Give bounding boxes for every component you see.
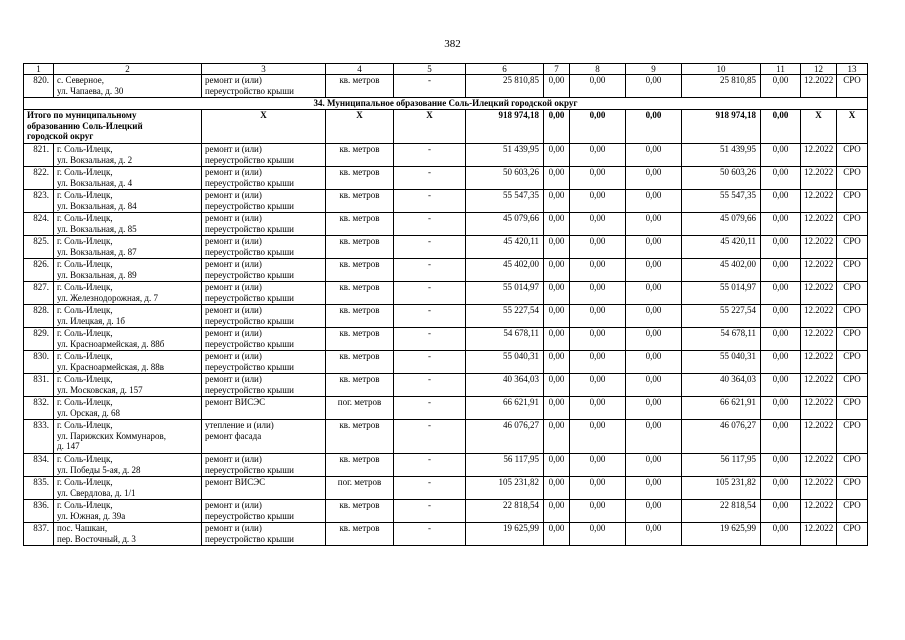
work-type-cell: ремонт и (или) переустройство крыши xyxy=(202,75,326,98)
deadline-cell: 12.2022 xyxy=(801,190,837,213)
value-cell: 0,00 xyxy=(544,305,570,328)
value-cell: 50 603,26 xyxy=(682,167,761,190)
unit-cell: кв. метров xyxy=(326,167,394,190)
quantity-cell: - xyxy=(394,500,466,523)
row-number-cell: 825. xyxy=(24,236,54,259)
deadline-cell: 12.2022 xyxy=(801,75,837,98)
source-cell: СРО xyxy=(837,75,868,98)
value-cell: 0,00 xyxy=(761,477,801,500)
value-cell: 55 227,54 xyxy=(682,305,761,328)
value-cell: 0,00 xyxy=(544,282,570,305)
value-cell: 0,00 xyxy=(761,190,801,213)
value-cell: 0,00 xyxy=(626,259,682,282)
work-type-cell: ремонт и (или) переустройство крыши xyxy=(202,305,326,328)
source-cell: СРО xyxy=(837,397,868,420)
value-cell: 105 231,82 xyxy=(682,477,761,500)
deadline-cell: 12.2022 xyxy=(801,282,837,305)
value-cell: 0,00 xyxy=(544,500,570,523)
source-cell: СРО xyxy=(837,167,868,190)
work-type-cell: ремонт и (или) переустройство крыши xyxy=(202,213,326,236)
value-cell: 0,00 xyxy=(761,500,801,523)
row-number-cell: 820. xyxy=(24,75,54,98)
subtotal-cell: X xyxy=(202,110,326,144)
source-cell: СРО xyxy=(837,259,868,282)
column-number-cell: 2 xyxy=(54,64,202,75)
value-cell: 55 040,31 xyxy=(682,351,761,374)
source-cell: СРО xyxy=(837,282,868,305)
total-cost-cell: 55 040,31 xyxy=(466,351,544,374)
subtotal-cell: X xyxy=(801,110,837,144)
subtotal-cell: X xyxy=(326,110,394,144)
address-cell: г. Соль-Илецк, ул. Орская, д. 68 xyxy=(54,397,202,420)
value-cell: 0,00 xyxy=(626,144,682,167)
value-cell: 0,00 xyxy=(626,500,682,523)
value-cell: 0,00 xyxy=(570,259,626,282)
table-row xyxy=(24,328,868,351)
value-cell: 0,00 xyxy=(761,282,801,305)
value-cell: 45 420,11 xyxy=(682,236,761,259)
deadline-cell: 12.2022 xyxy=(801,351,837,374)
row-number-cell: 823. xyxy=(24,190,54,213)
value-cell: 0,00 xyxy=(626,75,682,98)
total-cost-cell: 55 547,35 xyxy=(466,190,544,213)
work-type-cell: ремонт и (или) переустройство крыши xyxy=(202,167,326,190)
column-number-cell: 4 xyxy=(326,64,394,75)
source-cell: СРО xyxy=(837,420,868,454)
value-cell: 0,00 xyxy=(626,328,682,351)
source-cell: СРО xyxy=(837,236,868,259)
value-cell: 0,00 xyxy=(761,213,801,236)
address-cell: г. Соль-Илецк, ул. Красноармейская, д. 88б xyxy=(54,328,202,351)
deadline-cell: 12.2022 xyxy=(801,144,837,167)
total-cost-cell: 55 014,97 xyxy=(466,282,544,305)
value-cell: 0,00 xyxy=(544,351,570,374)
total-cost-cell: 25 810,85 xyxy=(466,75,544,98)
address-cell: г. Соль-Илецк, ул. Вокзальная, д. 2 xyxy=(54,144,202,167)
value-cell: 0,00 xyxy=(626,190,682,213)
table-row xyxy=(24,351,868,374)
work-type-cell: ремонт ВИСЭС xyxy=(202,397,326,420)
value-cell: 0,00 xyxy=(761,328,801,351)
address-cell: г. Соль-Илецк, ул. Парижских Коммунаров, д. 147 xyxy=(54,420,202,454)
column-number-cell: 6 xyxy=(466,64,544,75)
value-cell: 0,00 xyxy=(544,75,570,98)
unit-cell: кв. метров xyxy=(326,259,394,282)
value-cell: 46 076,27 xyxy=(682,420,761,454)
value-cell: 0,00 xyxy=(544,374,570,397)
column-number-cell: 9 xyxy=(626,64,682,75)
value-cell: 0,00 xyxy=(570,454,626,477)
value-cell: 22 818,54 xyxy=(682,500,761,523)
row-number-cell: 833. xyxy=(24,420,54,454)
value-cell: 0,00 xyxy=(544,454,570,477)
value-cell: 0,00 xyxy=(761,523,801,546)
unit-cell: кв. метров xyxy=(326,500,394,523)
unit-cell: кв. метров xyxy=(326,328,394,351)
deadline-cell: 12.2022 xyxy=(801,328,837,351)
unit-cell: кв. метров xyxy=(326,420,394,454)
quantity-cell: - xyxy=(394,397,466,420)
deadline-cell: 12.2022 xyxy=(801,523,837,546)
value-cell: 0,00 xyxy=(570,282,626,305)
unit-cell: кв. метров xyxy=(326,305,394,328)
value-cell: 0,00 xyxy=(570,420,626,454)
deadline-cell: 12.2022 xyxy=(801,374,837,397)
quantity-cell: - xyxy=(394,144,466,167)
address-cell: г. Соль-Илецк, ул. Вокзальная, д. 89 xyxy=(54,259,202,282)
unit-cell: кв. метров xyxy=(326,282,394,305)
column-number-cell: 7 xyxy=(544,64,570,75)
table-row xyxy=(24,420,868,454)
subtotal-cell: 0,00 xyxy=(626,110,682,144)
value-cell: 0,00 xyxy=(544,144,570,167)
value-cell: 0,00 xyxy=(570,190,626,213)
value-cell: 56 117,95 xyxy=(682,454,761,477)
table-row xyxy=(24,190,868,213)
quantity-cell: - xyxy=(394,305,466,328)
subtotal-cell: X xyxy=(394,110,466,144)
value-cell: 51 439,95 xyxy=(682,144,761,167)
value-cell: 0,00 xyxy=(544,328,570,351)
value-cell: 0,00 xyxy=(570,351,626,374)
deadline-cell: 12.2022 xyxy=(801,213,837,236)
value-cell: 25 810,85 xyxy=(682,75,761,98)
unit-cell: кв. метров xyxy=(326,144,394,167)
subtotal-label: Итого по муниципальному образованию Соль-Илецкий городской округ xyxy=(24,110,202,144)
total-cost-cell: 46 076,27 xyxy=(466,420,544,454)
unit-cell: кв. метров xyxy=(326,190,394,213)
value-cell: 40 364,03 xyxy=(682,374,761,397)
value-cell: 55 014,97 xyxy=(682,282,761,305)
deadline-cell: 12.2022 xyxy=(801,454,837,477)
column-number-cell: 5 xyxy=(394,64,466,75)
deadline-cell: 12.2022 xyxy=(801,259,837,282)
value-cell: 0,00 xyxy=(761,167,801,190)
work-type-cell: ремонт и (или) переустройство крыши xyxy=(202,236,326,259)
work-type-cell: утепление и (или) ремонт фасада xyxy=(202,420,326,454)
column-number-cell: 8 xyxy=(570,64,626,75)
page-number: 382 xyxy=(444,38,461,50)
source-cell: СРО xyxy=(837,374,868,397)
subtotal-cell: 0,00 xyxy=(761,110,801,144)
total-cost-cell: 22 818,54 xyxy=(466,500,544,523)
value-cell: 0,00 xyxy=(626,305,682,328)
value-cell: 0,00 xyxy=(570,500,626,523)
address-cell: г. Соль-Илецк, ул. Вокзальная, д. 84 xyxy=(54,190,202,213)
source-cell: СРО xyxy=(837,213,868,236)
value-cell: 0,00 xyxy=(544,477,570,500)
deadline-cell: 12.2022 xyxy=(801,477,837,500)
value-cell: 19 625,99 xyxy=(682,523,761,546)
value-cell: 0,00 xyxy=(626,351,682,374)
row-number-cell: 822. xyxy=(24,167,54,190)
quantity-cell: - xyxy=(394,523,466,546)
value-cell: 0,00 xyxy=(544,190,570,213)
address-cell: г. Соль-Илецк, ул. Вокзальная, д. 87 xyxy=(54,236,202,259)
row-number-cell: 830. xyxy=(24,351,54,374)
value-cell: 0,00 xyxy=(570,305,626,328)
value-cell: 55 547,35 xyxy=(682,190,761,213)
row-number-cell: 835. xyxy=(24,477,54,500)
value-cell: 0,00 xyxy=(761,144,801,167)
value-cell: 0,00 xyxy=(761,259,801,282)
source-cell: СРО xyxy=(837,500,868,523)
value-cell: 0,00 xyxy=(570,213,626,236)
deadline-cell: 12.2022 xyxy=(801,397,837,420)
total-cost-cell: 19 625,99 xyxy=(466,523,544,546)
value-cell: 0,00 xyxy=(761,351,801,374)
deadline-cell: 12.2022 xyxy=(801,236,837,259)
work-type-cell: ремонт и (или) переустройство крыши xyxy=(202,282,326,305)
address-cell: г. Соль-Илецк, ул. Вокзальная, д. 4 xyxy=(54,167,202,190)
value-cell: 0,00 xyxy=(570,523,626,546)
table-row xyxy=(24,167,868,190)
value-cell: 0,00 xyxy=(626,523,682,546)
column-number-cell: 13 xyxy=(837,64,868,75)
source-cell: СРО xyxy=(837,454,868,477)
subtotal-cell: 918 974,18 xyxy=(682,110,761,144)
row-number-cell: 832. xyxy=(24,397,54,420)
table-row xyxy=(24,305,868,328)
value-cell: 0,00 xyxy=(544,523,570,546)
unit-cell: кв. метров xyxy=(326,75,394,98)
value-cell: 0,00 xyxy=(570,167,626,190)
work-type-cell: ремонт ВИСЭС xyxy=(202,477,326,500)
table-row xyxy=(24,500,868,523)
column-number-cell: 10 xyxy=(682,64,761,75)
quantity-cell: - xyxy=(394,282,466,305)
table-row xyxy=(24,213,868,236)
source-cell: СРО xyxy=(837,523,868,546)
unit-cell: кв. метров xyxy=(326,523,394,546)
value-cell: 0,00 xyxy=(761,420,801,454)
value-cell: 0,00 xyxy=(626,454,682,477)
address-cell: г. Соль-Илецк, ул. Красноармейская, д. 88в xyxy=(54,351,202,374)
value-cell: 0,00 xyxy=(761,305,801,328)
source-cell: СРО xyxy=(837,328,868,351)
deadline-cell: 12.2022 xyxy=(801,305,837,328)
address-cell: г. Соль-Илецк, ул. Вокзальная, д. 85 xyxy=(54,213,202,236)
total-cost-cell: 54 678,11 xyxy=(466,328,544,351)
total-cost-cell: 56 117,95 xyxy=(466,454,544,477)
address-cell: с. Северное, ул. Чапаева, д. 30 xyxy=(54,75,202,98)
work-type-cell: ремонт и (или) переустройство крыши xyxy=(202,190,326,213)
table-row xyxy=(24,144,868,167)
source-cell: СРО xyxy=(837,477,868,500)
subtotal-row xyxy=(24,110,868,144)
table-row xyxy=(24,397,868,420)
row-number-cell: 836. xyxy=(24,500,54,523)
table-row xyxy=(24,477,868,500)
table-row xyxy=(24,259,868,282)
works-table xyxy=(23,63,868,546)
address-cell: пос. Чашкан, пер. Восточный, д. 3 xyxy=(54,523,202,546)
value-cell: 0,00 xyxy=(570,477,626,500)
source-cell: СРО xyxy=(837,351,868,374)
row-number-cell: 826. xyxy=(24,259,54,282)
row-number-cell: 837. xyxy=(24,523,54,546)
quantity-cell: - xyxy=(394,259,466,282)
work-type-cell: ремонт и (или) переустройство крыши xyxy=(202,523,326,546)
value-cell: 54 678,11 xyxy=(682,328,761,351)
value-cell: 0,00 xyxy=(626,397,682,420)
table-body xyxy=(24,64,868,546)
quantity-cell: - xyxy=(394,167,466,190)
subtotal-cell: X xyxy=(837,110,868,144)
value-cell: 0,00 xyxy=(626,213,682,236)
total-cost-cell: 45 079,66 xyxy=(466,213,544,236)
deadline-cell: 12.2022 xyxy=(801,500,837,523)
table-row xyxy=(24,374,868,397)
subtotal-total-cell: 918 974,18 xyxy=(466,110,544,144)
row-number-cell: 831. xyxy=(24,374,54,397)
work-type-cell: ремонт и (или) переустройство крыши xyxy=(202,454,326,477)
subtotal-cell: 0,00 xyxy=(570,110,626,144)
work-type-cell: ремонт и (или) переустройство крыши xyxy=(202,500,326,523)
work-type-cell: ремонт и (или) переустройство крыши xyxy=(202,351,326,374)
table-row xyxy=(24,75,868,98)
unit-cell: кв. метров xyxy=(326,454,394,477)
work-type-cell: ремонт и (или) переустройство крыши xyxy=(202,144,326,167)
row-number-cell: 834. xyxy=(24,454,54,477)
value-cell: 0,00 xyxy=(626,236,682,259)
table-row xyxy=(24,454,868,477)
value-cell: 0,00 xyxy=(570,328,626,351)
value-cell: 45 402,00 xyxy=(682,259,761,282)
value-cell: 0,00 xyxy=(761,236,801,259)
value-cell: 0,00 xyxy=(544,397,570,420)
value-cell: 0,00 xyxy=(544,420,570,454)
section-row xyxy=(24,98,868,110)
value-cell: 0,00 xyxy=(761,454,801,477)
address-cell: г. Соль-Илецк, ул. Железнодорожная, д. 7 xyxy=(54,282,202,305)
quantity-cell: - xyxy=(394,190,466,213)
value-cell: 0,00 xyxy=(626,477,682,500)
unit-cell: кв. метров xyxy=(326,374,394,397)
unit-cell: кв. метров xyxy=(326,351,394,374)
value-cell: 66 621,91 xyxy=(682,397,761,420)
quantity-cell: - xyxy=(394,236,466,259)
section-title: 34. Муниципальное образование Соль-Илецкий городской округ xyxy=(24,98,868,110)
work-type-cell: ремонт и (или) переустройство крыши xyxy=(202,374,326,397)
quantity-cell: - xyxy=(394,454,466,477)
row-number-cell: 829. xyxy=(24,328,54,351)
total-cost-cell: 40 364,03 xyxy=(466,374,544,397)
value-cell: 0,00 xyxy=(626,420,682,454)
value-cell: 0,00 xyxy=(544,236,570,259)
address-cell: г. Соль-Илецк, ул. Московская, д. 157 xyxy=(54,374,202,397)
source-cell: СРО xyxy=(837,144,868,167)
value-cell: 0,00 xyxy=(570,144,626,167)
quantity-cell: - xyxy=(394,351,466,374)
unit-cell: пог. метров xyxy=(326,397,394,420)
column-number-row xyxy=(24,64,868,75)
total-cost-cell: 105 231,82 xyxy=(466,477,544,500)
quantity-cell: - xyxy=(394,328,466,351)
value-cell: 0,00 xyxy=(761,374,801,397)
row-number-cell: 828. xyxy=(24,305,54,328)
address-cell: г. Соль-Илецк, ул. Свердлова, д. 1/1 xyxy=(54,477,202,500)
column-number-cell: 3 xyxy=(202,64,326,75)
source-cell: СРО xyxy=(837,190,868,213)
column-number-cell: 11 xyxy=(761,64,801,75)
value-cell: 0,00 xyxy=(761,397,801,420)
total-cost-cell: 55 227,54 xyxy=(466,305,544,328)
work-type-cell: ремонт и (или) переустройство крыши xyxy=(202,259,326,282)
address-cell: г. Соль-Илецк, ул. Южная, д. 39а xyxy=(54,500,202,523)
unit-cell: кв. метров xyxy=(326,236,394,259)
row-number-cell: 827. xyxy=(24,282,54,305)
total-cost-cell: 50 603,26 xyxy=(466,167,544,190)
value-cell: 0,00 xyxy=(626,282,682,305)
value-cell: 0,00 xyxy=(570,75,626,98)
value-cell: 0,00 xyxy=(570,397,626,420)
quantity-cell: - xyxy=(394,420,466,454)
deadline-cell: 12.2022 xyxy=(801,420,837,454)
total-cost-cell: 45 402,00 xyxy=(466,259,544,282)
quantity-cell: - xyxy=(394,477,466,500)
value-cell: 45 079,66 xyxy=(682,213,761,236)
value-cell: 0,00 xyxy=(761,75,801,98)
column-number-cell: 12 xyxy=(801,64,837,75)
total-cost-cell: 51 439,95 xyxy=(466,144,544,167)
value-cell: 0,00 xyxy=(570,236,626,259)
address-cell: г. Соль-Илецк, ул. Победы 5-ая, д. 28 xyxy=(54,454,202,477)
table-row xyxy=(24,523,868,546)
total-cost-cell: 45 420,11 xyxy=(466,236,544,259)
total-cost-cell: 66 621,91 xyxy=(466,397,544,420)
value-cell: 0,00 xyxy=(544,213,570,236)
value-cell: 0,00 xyxy=(626,167,682,190)
value-cell: 0,00 xyxy=(544,167,570,190)
unit-cell: пог. метров xyxy=(326,477,394,500)
row-number-cell: 824. xyxy=(24,213,54,236)
row-number-cell: 821. xyxy=(24,144,54,167)
source-cell: СРО xyxy=(837,305,868,328)
quantity-cell: - xyxy=(394,374,466,397)
work-type-cell: ремонт и (или) переустройство крыши xyxy=(202,328,326,351)
address-cell: г. Соль-Илецк, ул. Илецкая, д. 1б xyxy=(54,305,202,328)
value-cell: 0,00 xyxy=(570,374,626,397)
value-cell: 0,00 xyxy=(544,259,570,282)
column-number-cell: 1 xyxy=(24,64,54,75)
deadline-cell: 12.2022 xyxy=(801,167,837,190)
unit-cell: кв. метров xyxy=(326,213,394,236)
quantity-cell: - xyxy=(394,213,466,236)
quantity-cell: - xyxy=(394,75,466,98)
table-row xyxy=(24,282,868,305)
value-cell: 0,00 xyxy=(626,374,682,397)
subtotal-cell: 0,00 xyxy=(544,110,570,144)
table-row xyxy=(24,236,868,259)
